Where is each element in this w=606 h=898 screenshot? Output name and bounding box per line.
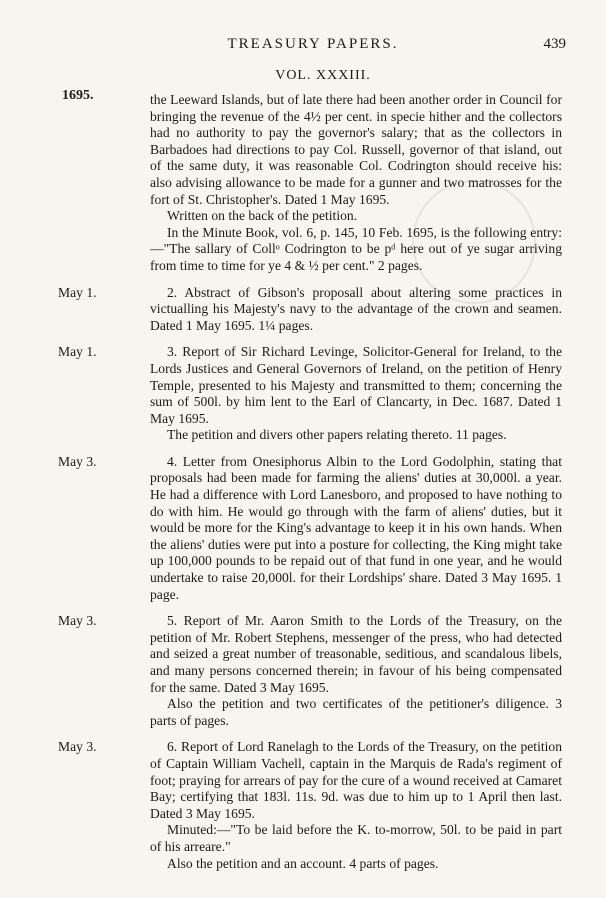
entry xyxy=(58,739,562,872)
entry-text: 5. Report of Mr. Aaron Smith to the Lords of the Treasury, on the petition of Mr. Robert Stephens, messenger of the press, who had detected and seized a great number of treasonable, seditious, and scandalous libels, and many persons concerned therein; in favour of his being compensated for the same. Dated 3 May 1695. xyxy=(150,613,562,695)
entry-date: May 3. xyxy=(58,453,97,469)
entry-date: May 1. xyxy=(58,344,97,360)
year-margin-note: 1695. xyxy=(62,88,94,103)
entry xyxy=(58,284,562,335)
entry-note: The petition and divers other papers relating thereto. 11 pages. xyxy=(167,427,507,443)
entry xyxy=(58,453,562,603)
intro-paragraph: the Leeward Islands, but of late there had been another order in Council for bringing the revenue of the 4½ per cent. in specie hither and the collectors had no authority to pay the governor's salary; that as the collectors in Barbadoes had directions to pay Col. Russell, governor of that island, out of the same duty, it was reasonable Col. Codrington should receive his: also advising allowance to be made for a gunner and two matrosses for the fort of St. Christopher's. Dated 1 May 1695. xyxy=(150,92,562,207)
entry-date: May 3. xyxy=(58,739,97,755)
intro-note: Written on the back of the petition. xyxy=(167,208,358,224)
running-title: TREASURY PAPERS. xyxy=(227,36,399,52)
entry-text: 2. Abstract of Gibson's proposall about altering some practices in victualling his Majesty's navy to the advantage of the crown and seamen. Dated 1 May 1695. 1¼ pages. xyxy=(150,284,562,333)
entry-note: Minuted:—"To be laid before the K. to-morrow, 50l. to be paid in part of his arreare." xyxy=(150,822,562,854)
volume-heading: VOL. XXXIII. xyxy=(275,68,371,83)
document-body xyxy=(58,92,562,872)
entry-note: Also the petition and two certificates of the petitioner's diligence. 3 parts of pages. xyxy=(150,696,562,728)
entry-date: May 3. xyxy=(58,613,97,629)
entry-note: Also the petition and an account. 4 parts of pages. xyxy=(167,855,439,871)
entry xyxy=(58,613,562,729)
entry xyxy=(58,344,562,444)
page-header xyxy=(60,36,566,58)
entry-text: 6. Report of Lord Ranelagh to the Lords of the Treasury, on the petition of Captain William Vachell, captain in the Marquis de Rada's regiment of foot; praying for arrears of pay for the cure of a wound received at Camaret Bay; certifying that 183l. 11s. 9d. was due to him up to 1 April then last. Dated 3 May 1695. xyxy=(150,739,562,821)
page-number: 439 xyxy=(543,36,566,52)
entry-text: 3. Report of Sir Richard Levinge, Solicitor-General for Ireland, to the Lords Justices and General Governors of Ireland, on the petition of Henry Temple, presented to his Majesty and transmitted to them; concerning the sum of 500l. by him lent to the Earl of Clancarty, in Dec. 1687. Dated 1 May 1695. xyxy=(150,344,562,426)
entry-date: May 1. xyxy=(58,284,97,300)
entries-list xyxy=(58,284,562,873)
entry-text: 4. Letter from Onesiphorus Albin to the Lord Godolphin, stating that proposals had been made for farming the aliens' duties at 30,000l. a year. He had a difference with Lord Lanesboro, and proposed to have nothing to do with him. He would go through with the farm of aliens' duties, but it would be more for the King's advantage to keep it in his own hands. When the aliens' duties were put into a posture for collecting, the King might take up 100,000 pounds to be repaid out of that fund in one year, and he would undertake to raise 20,000l. for their Lordships' share. Dated 3 May 1695. 1 page. xyxy=(150,453,562,602)
intro-minute: In the Minute Book, vol. 6, p. 145, 10 Feb. 1695, is the following entry:—"The sallary of Collᵒ Codrington to be pᵈ here out of ye sugar arriving from time to time for ye 4 & ½ per cent." 2 pages. xyxy=(150,224,562,273)
